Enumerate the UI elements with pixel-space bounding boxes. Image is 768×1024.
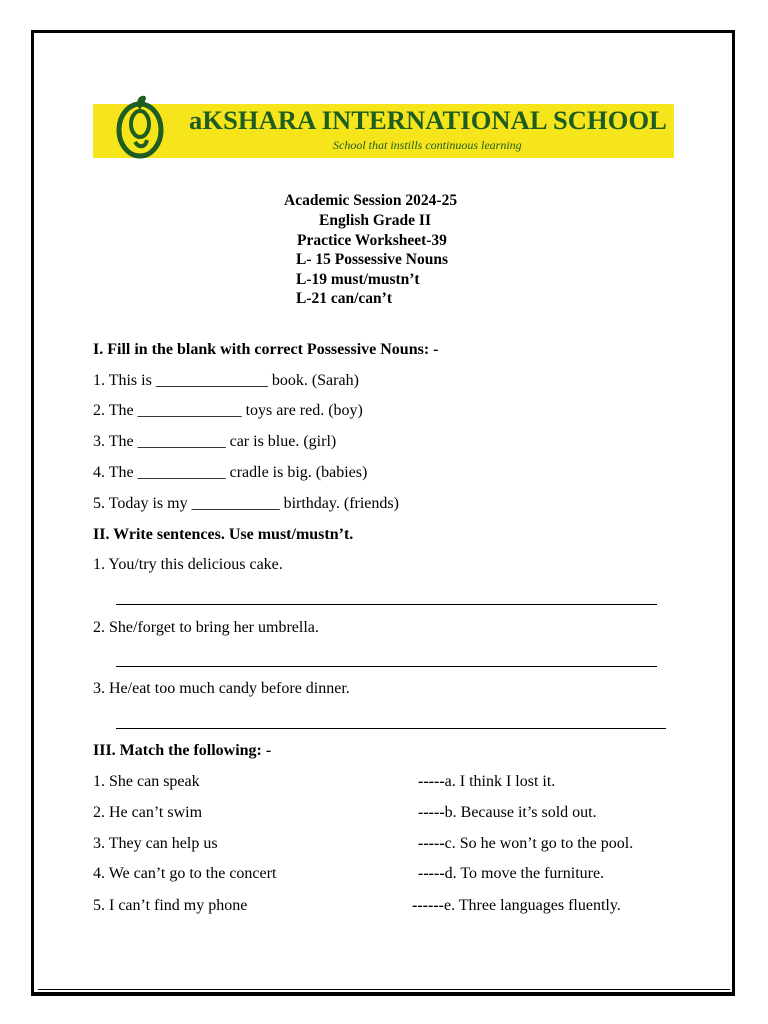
question-item: 1. This is ______________ book. (Sarah)	[93, 372, 359, 389]
section-3-title: III. Match the following: -	[93, 742, 272, 759]
match-right-text: b. Because it’s sold out.	[444, 804, 597, 821]
worksheet-title: Practice Worksheet-39	[297, 232, 447, 249]
answer-line	[116, 604, 657, 605]
match-right-text: d. To move the furniture.	[444, 865, 605, 882]
match-right-item	[418, 773, 555, 791]
match-right-item	[418, 865, 604, 883]
question-item: 1. You/try this delicious cake.	[93, 556, 283, 573]
match-left-item: 1. She can speak	[93, 773, 200, 790]
lesson-title-3: L-21 can/can’t	[296, 290, 393, 307]
school-tagline: School that instills continuous learning	[333, 138, 522, 152]
match-right-text: c. So he won’t go to the pool.	[444, 835, 634, 852]
question-item: 3. He/eat too much candy before dinner.	[93, 680, 350, 697]
match-right-item	[418, 835, 633, 853]
section-1-title: I. Fill in the blank with correct Possessive Nouns: -	[93, 341, 439, 358]
answer-line	[116, 666, 657, 667]
match-right-item	[418, 804, 597, 822]
school-logo-icon	[115, 90, 165, 162]
match-right-text: a. I think I lost it.	[444, 773, 556, 790]
match-dashes: -----	[418, 865, 445, 882]
question-item: 2. The _____________ toys are red. (boy)	[93, 402, 363, 419]
match-left-item: 4. We can’t go to the concert	[93, 865, 277, 882]
academic-session: Academic Session 2024-25	[284, 192, 458, 209]
grade-title: English Grade II	[319, 212, 431, 229]
match-left-item: 5. I can’t find my phone	[93, 897, 248, 914]
question-item: 5. Today is my ___________ birthday. (friends)	[93, 495, 399, 512]
answer-line	[116, 728, 666, 729]
match-dashes: -----	[418, 835, 445, 852]
lesson-title-2: L-19 must/mustn’t	[296, 271, 420, 288]
question-item: 3. The ___________ car is blue. (girl)	[93, 433, 337, 450]
match-dashes: ------	[412, 897, 444, 914]
lesson-title-1: L- 15 Possessive Nouns	[296, 251, 449, 268]
match-left-item: 2. He can’t swim	[93, 804, 203, 821]
match-dashes: -----	[418, 773, 445, 790]
match-dashes: -----	[418, 804, 445, 821]
question-item: 2. She/forget to bring her umbrella.	[93, 619, 319, 636]
match-right-item	[412, 897, 621, 915]
question-item: 4. The ___________ cradle is big. (babies)	[93, 464, 368, 481]
section-2-title: II. Write sentences. Use must/mustn’t.	[93, 526, 354, 543]
school-banner	[93, 104, 674, 158]
match-left-item: 3. They can help us	[93, 835, 218, 852]
school-name: aKSHARA INTERNATIONAL SCHOOL	[189, 105, 667, 135]
match-right-text: e. Three languages fluently.	[443, 897, 621, 914]
